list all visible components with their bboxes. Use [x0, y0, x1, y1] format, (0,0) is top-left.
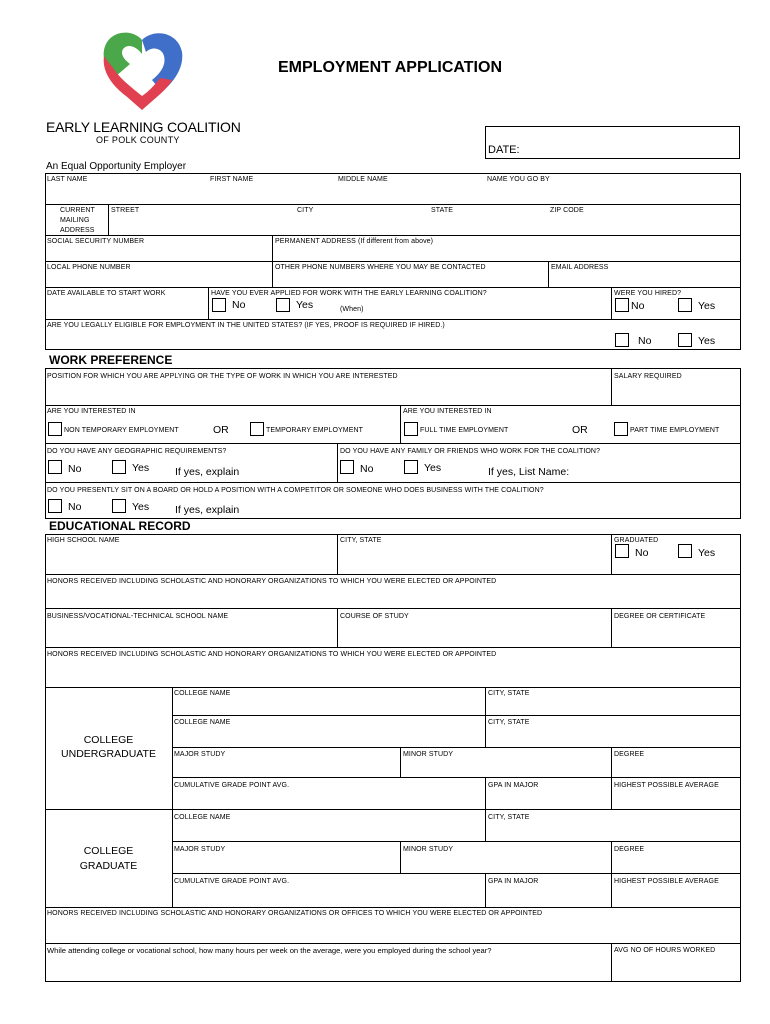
first-name-label: FIRST NAME [210, 176, 254, 183]
nickname-label: NAME YOU GO BY [487, 176, 550, 183]
mailing-address-label-2: MAILING [60, 217, 90, 224]
geographic-no-checkbox[interactable] [48, 460, 62, 474]
undergrad-gpa-major-label: GPA IN MAJOR [488, 782, 539, 789]
board-no-label: No [68, 501, 82, 513]
degree-or-certificate-label: DEGREE OR CERTIFICATE [614, 613, 706, 620]
grad-degree-label: DEGREE [614, 846, 645, 853]
undergrad-college-name-2-label: COLLEGE NAME [174, 719, 231, 726]
org-county: OF POLK COUNTY [96, 135, 180, 145]
eligible-no-label: No [638, 335, 652, 347]
or-label-2: OR [572, 424, 588, 436]
eligible-yes-checkbox[interactable] [678, 333, 692, 347]
family-no-label: No [360, 463, 374, 475]
hired-no-checkbox[interactable] [615, 298, 629, 312]
part-time-checkbox[interactable] [614, 422, 628, 436]
work-preference-heading: WORK PREFERENCE [49, 353, 173, 367]
page-title: EMPLOYMENT APPLICATION [278, 59, 502, 76]
geographic-label: DO YOU HAVE ANY GEOGRAPHIC REQUIREMENTS? [47, 448, 227, 455]
graduated-no-label: No [635, 547, 649, 559]
high-school-city-label: CITY, STATE [340, 537, 382, 544]
middle-name-label: MIDDLE NAME [338, 176, 388, 183]
grad-cum-gpa-label: CUMULATIVE GRADE POINT AVG. [174, 878, 290, 885]
geographic-yes-label: Yes [132, 462, 150, 474]
avg-hours-label: AVG NO OF HOURS WORKED [614, 947, 716, 954]
graduated-label: GRADUATED [614, 537, 659, 544]
were-you-hired-label: WERE YOU HIRED? [614, 290, 682, 297]
part-time-label: PART TIME EMPLOYMENT [630, 427, 720, 434]
position-label: POSITION FOR WHICH YOU ARE APPLYING OR THE TYPE OF WORK IN WHICH YOU ARE INTERESTED [47, 373, 398, 380]
email-label: EMAIL ADDRESS [551, 264, 609, 271]
permanent-address-label: PERMANENT ADDRESS (If different from above) [275, 238, 434, 245]
organization-logo [96, 26, 188, 116]
geographic-no-label: No [68, 463, 82, 475]
hired-yes-label: Yes [698, 300, 716, 312]
board-no-checkbox[interactable] [48, 499, 62, 513]
city-label: CITY [297, 207, 314, 214]
hired-no-label: No [631, 300, 645, 312]
temporary-label: TEMPORARY EMPLOYMENT [266, 427, 364, 434]
hired-yes-checkbox[interactable] [678, 298, 692, 312]
when-label: (When) [340, 306, 364, 313]
undergrad-city-state-1-label: CITY, STATE [488, 690, 530, 697]
undergrad-highest-avg-label: HIGHEST POSSIBLE AVERAGE [614, 782, 719, 789]
family-no-checkbox[interactable] [340, 460, 354, 474]
graduate-heading-2: GRADUATE [79, 860, 138, 872]
business-school-honors-label: HONORS RECEIVED INCLUDING SCHOLASTIC AND HONORARY ORGANIZATIONS TO WHICH YOU WERE ELECTED OR APPOINTED [47, 651, 497, 658]
interested-in-label-2: ARE YOU INTERESTED IN [403, 408, 492, 415]
grad-college-name-label: COLLEGE NAME [174, 814, 231, 821]
educational-record-heading: EDUCATIONAL RECORD [49, 519, 191, 533]
undergrad-minor-label: MINOR STUDY [403, 751, 454, 758]
grad-gpa-major-label: GPA IN MAJOR [488, 878, 539, 885]
legally-eligible-label: ARE YOU LEGALLY ELIGIBLE FOR EMPLOYMENT IN THE UNITED STATES? (IF YES, PROOF IS REQUIRED IF HIRED.) [47, 322, 445, 329]
board-yes-checkbox[interactable] [112, 499, 126, 513]
geographic-explain-label: If yes, explain [175, 466, 240, 478]
temporary-checkbox[interactable] [250, 422, 264, 436]
mailing-address-label-1: CURRENT [60, 207, 95, 214]
non-temporary-checkbox[interactable] [48, 422, 62, 436]
graduated-yes-checkbox[interactable] [678, 544, 692, 558]
undergraduate-heading-1: COLLEGE [83, 734, 134, 746]
date-available-label: DATE AVAILABLE TO START WORK [47, 290, 166, 297]
geographic-yes-checkbox[interactable] [112, 460, 126, 474]
zip-code-label: ZIP CODE [550, 207, 584, 214]
non-temporary-label: NON TEMPORARY EMPLOYMENT [64, 427, 179, 434]
applied-before-yes-checkbox[interactable] [276, 298, 290, 312]
high-school-label: HIGH SCHOOL NAME [47, 537, 120, 544]
street-label: STREET [111, 207, 140, 214]
undergrad-city-state-2-label: CITY, STATE [488, 719, 530, 726]
undergraduate-heading-2: UNDERGRADUATE [61, 748, 156, 760]
board-yes-label: Yes [132, 501, 150, 513]
org-name: EARLY LEARNING COALITION [46, 119, 241, 135]
high-school-honors-label: HONORS RECEIVED INCLUDING SCHOLASTIC AND HONORARY ORGANIZATIONS TO WHICH YOU WERE ELECTED OR APPOINTED [47, 578, 497, 585]
graduate-heading-1: COLLEGE [83, 845, 134, 857]
college-honors-label: HONORS RECEIVED INCLUDING SCHOLASTIC AND HONORARY ORGANIZATIONS OR OFFICES TO WHICH YOU WERE ELECTED OR APPOINTED [47, 910, 543, 917]
board-label: DO YOU PRESENTLY SIT ON A BOARD OR HOLD A POSITION WITH A COMPETITOR OR SOMEONE WHO DOES BUSINESS WITH THE COALITION? [47, 487, 544, 494]
full-time-checkbox[interactable] [404, 422, 418, 436]
family-friends-label: DO YOU HAVE ANY FAMILY OR FRIENDS WHO WORK FOR THE COALITION? [340, 448, 601, 455]
state-label: STATE [431, 207, 454, 214]
applied-before-label: HAVE YOU EVER APPLIED FOR WORK WITH THE EARLY LEARNING COALITION? [211, 290, 487, 297]
applied-before-no-checkbox[interactable] [212, 298, 226, 312]
salary-label: SALARY REQUIRED [614, 373, 682, 380]
full-time-label: FULL TIME EMPLOYMENT [420, 427, 509, 434]
local-phone-label: LOCAL PHONE NUMBER [47, 264, 131, 271]
applied-before-yes-label: Yes [296, 299, 314, 311]
course-of-study-label: COURSE OF STUDY [340, 613, 409, 620]
undergrad-college-name-1-label: COLLEGE NAME [174, 690, 231, 697]
grad-major-label: MAJOR STUDY [174, 846, 226, 853]
undergrad-cum-gpa-label: CUMULATIVE GRADE POINT AVG. [174, 782, 290, 789]
family-list-label: If yes, List Name: [488, 466, 570, 478]
graduated-yes-label: Yes [698, 547, 716, 559]
mailing-address-label-3: ADDRESS [60, 227, 95, 234]
graduated-no-checkbox[interactable] [615, 544, 629, 558]
other-phones-label: OTHER PHONE NUMBERS WHERE YOU MAY BE CONTACTED [275, 264, 486, 271]
hours-worked-question: While attending college or vocational school, how many hours per week on the average, were you employed during the school year? [47, 946, 492, 955]
grad-minor-label: MINOR STUDY [403, 846, 454, 853]
undergrad-degree-label: DEGREE [614, 751, 645, 758]
heart-logo-icon [96, 26, 188, 116]
ssn-label: SOCIAL SECURITY NUMBER [47, 238, 145, 245]
grad-highest-avg-label: HIGHEST POSSIBLE AVERAGE [614, 878, 719, 885]
interested-in-label-1: ARE YOU INTERESTED IN [47, 408, 136, 415]
date-field[interactable] [485, 126, 740, 159]
business-school-label: BUSINESS/VOCATIONAL-TECHNICAL SCHOOL NAME [47, 613, 229, 620]
last-name-label: LAST NAME [47, 176, 88, 183]
board-explain-label: If yes, explain [175, 504, 240, 516]
family-yes-checkbox[interactable] [404, 460, 418, 474]
applied-before-no-label: No [232, 299, 246, 311]
family-yes-label: Yes [424, 462, 442, 474]
date-label: DATE: [488, 144, 520, 156]
eligible-no-checkbox[interactable] [615, 333, 629, 347]
eligible-yes-label: Yes [698, 335, 716, 347]
undergrad-major-label: MAJOR STUDY [174, 751, 226, 758]
equal-opportunity: An Equal Opportunity Employer [46, 161, 187, 172]
or-label-1: OR [213, 424, 229, 436]
grad-city-state-label: CITY, STATE [488, 814, 530, 821]
